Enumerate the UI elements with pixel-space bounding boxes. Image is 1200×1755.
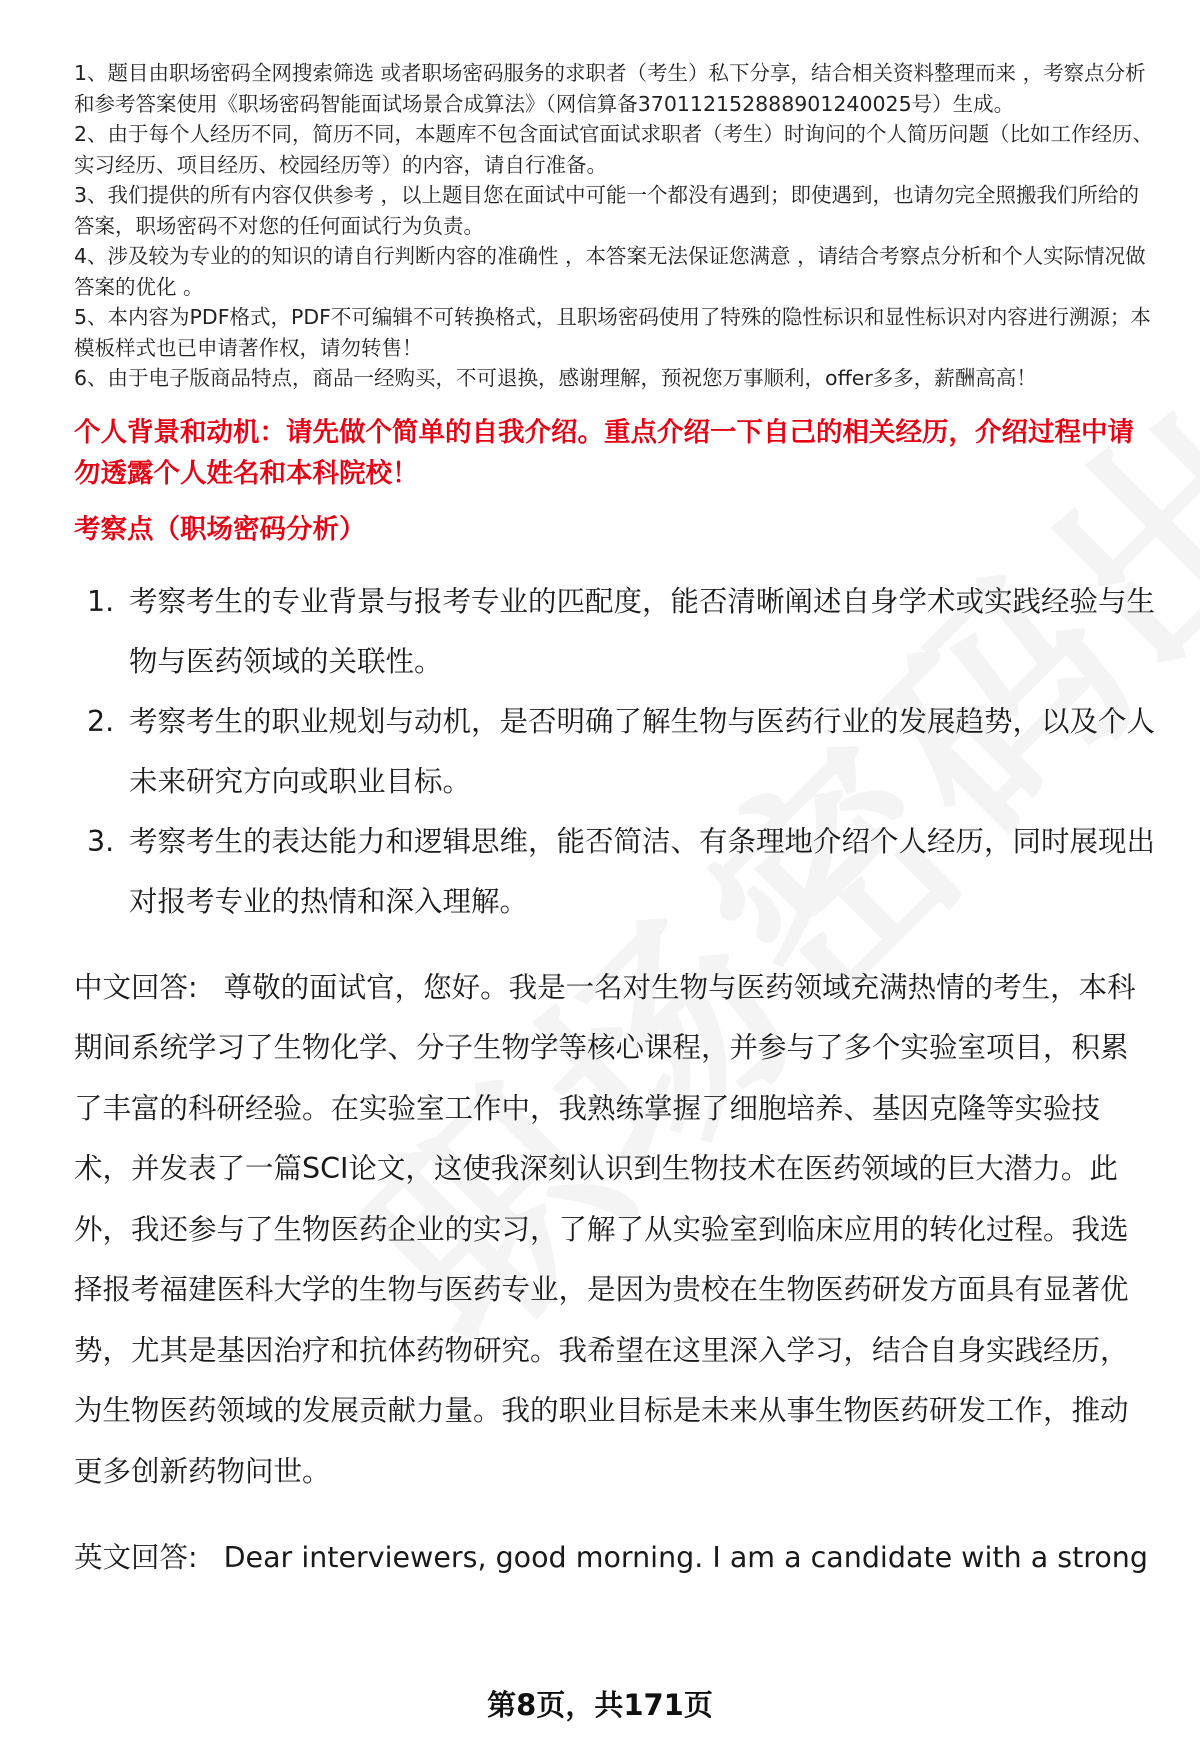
- notice-item: 6、由于电子版商品特点，商品一经购买，不可退换，感谢理解，预祝您万事顺利，offer多多，薪酬高高！: [74, 366, 1037, 390]
- chinese-answer: [74, 958, 1156, 1503]
- analysis-title: 考察点（职场密码分析）: [74, 513, 366, 545]
- point-text: 考察考生的专业背景与报考专业的匹配度，能否清晰阐述自身学术或实践经验与生物与医药领域的关联性。: [129, 584, 1156, 678]
- analysis-point: [74, 692, 1156, 812]
- point-number: 3.: [87, 824, 115, 858]
- notice-item: 3、我们提供的所有内容仅供参考 ，以上题目您在面试中可能一个都没有遇到；即使遇到，也请勿完全照搬我们所给的答案，职场密码不对您的任何面试行为负责。: [74, 183, 1140, 238]
- analysis-point: [74, 812, 1156, 932]
- analysis-list: [74, 572, 1156, 932]
- notice-item: 2、由于每个人经历不同，简历不同，本题库不包含面试官面试求职者（考生）时询问的个人简历问题（比如工作经历、实习经历、项目经历、校园经历等）的内容，请自行准备。: [74, 122, 1154, 177]
- point-number: 2.: [87, 704, 115, 738]
- analysis-point: [74, 572, 1156, 692]
- notice-item: 1、题目由职场密码全网搜索筛选 或者职场密码服务的求职者（考生）私下分享，结合相关资料整理而来 ，考察点分析和参考答案使用《职场密码智能面试场景合成算法》（网信算备370112152888901240025号）生成。: [74, 61, 1146, 116]
- point-text: 考察考生的表达能力和逻辑思维，能否简洁、有条理地介绍个人经历，同时展现出对报考专业的热情和深入理解。: [129, 824, 1156, 918]
- chinese-answer-text: 尊敬的面试官，您好。我是一名对生物与医药领域充满热情的考生，本科期间系统学习了生物化学、分子生物学等核心课程，并参与了多个实验室项目，积累了丰富的科研经验。在实验室工作中，我熟练掌握了细胞培养、基因克隆等实验技术，并发表了一篇SCI论文，这使我深刻认识到生物技术在医药领域的巨大潜力。此外，我还参与了生物医药企业的实习，了解了从实验室到临床应用的转化过程。我选择报考福建医科大学的生物与医药专业，是因为贵校在生物医药研发方面具有显著优势，尤其是基因治疗和抗体药物研究。我希望在这里深入学习，结合自身实践经历，为生物医药领域的发展贡献力量。我的职业目标是未来从事生物医药研发工作，推动更多创新药物问世。: [74, 970, 1136, 1488]
- notice-item: 4、涉及较为专业的的知识的请自行判断内容的准确性 ，本答案无法保证您满意 ，请结合考察点分析和个人实际情况做答案的优化 。: [74, 244, 1146, 299]
- notice-item: 5、本内容为PDF格式，PDF不可编辑不可转换格式，且职场密码使用了特殊的隐性标识和显性标识对内容进行溯源；本模板样式也已申请著作权，请勿转售！: [74, 305, 1151, 360]
- notice-list: [74, 58, 1156, 394]
- question-heading: 个人背景和动机：请先做个简单的自我介绍。重点介绍一下自己的相关经历，介绍过程中请勿透露个人姓名和本科院校！: [74, 416, 1134, 489]
- english-answer-label: 英文回答:: [74, 1541, 198, 1574]
- point-number: 1.: [87, 584, 115, 618]
- point-text: 考察考生的职业规划与动机，是否明确了解生物与医药行业的发展趋势，以及个人未来研究方向或职业目标。: [129, 704, 1156, 798]
- page-footer: 第8页，共171页: [487, 1688, 713, 1722]
- document-page: [74, 58, 1156, 1588]
- english-answer-text: Dear interviewers, good morning. I am a candidate with a strong: [223, 1541, 1148, 1574]
- english-answer: [74, 1528, 1156, 1588]
- chinese-answer-label: 中文回答:: [74, 970, 198, 1004]
